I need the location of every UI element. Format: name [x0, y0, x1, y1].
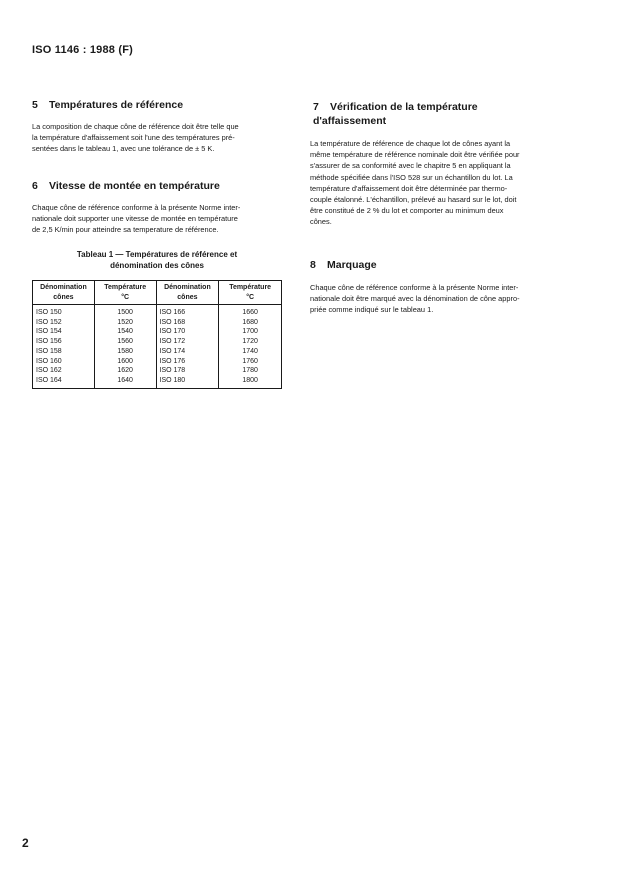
text-line: couple étalonné. L'échantillon, prélevé au hasard sur le lot, doit: [310, 195, 517, 205]
table-cell: ISO 180: [156, 376, 219, 388]
table-cell: ISO 172: [156, 337, 219, 347]
table-cell: 1520: [94, 318, 156, 328]
table-row: [33, 318, 282, 328]
table-cell: 1640: [94, 376, 156, 388]
table-cell: 1620: [94, 366, 156, 376]
text-line: même température de référence nominale doit être vérifiée pour: [310, 150, 520, 160]
reference-temperature-table: [32, 280, 282, 389]
section-number: 7: [313, 101, 319, 113]
table-cell: 1740: [219, 347, 282, 357]
text-line: de 2,5 K/min pour atteindre sa temperature de référence.: [32, 225, 219, 235]
table-cell: ISO 168: [156, 318, 219, 328]
caption-line: dénomination des cônes: [110, 261, 204, 270]
section-title: Vérification de la température: [330, 101, 478, 113]
section-7-heading: [313, 100, 598, 128]
text-line: sentées dans le tableau 1, avec une tolérance de ± 5 K.: [32, 144, 215, 154]
text-line: priée comme indiqué sur le tableau 1.: [310, 305, 434, 315]
table-cell: ISO 166: [156, 305, 219, 318]
column-header-denomination: Dénomination cônes: [33, 281, 95, 305]
table-row: [33, 347, 282, 357]
table-cell: 1700: [219, 327, 282, 337]
text-line: être constitué de 2 % du lot et comporter au minimum deux: [310, 206, 504, 216]
table-cell: 1720: [219, 337, 282, 347]
table-cell: 1780: [219, 366, 282, 376]
section-title-continued: d'affaissement: [313, 115, 387, 127]
table-header-row: [33, 281, 282, 305]
text-line: La composition de chaque cône de référence doit être telle que: [32, 122, 239, 131]
section-number: 5: [32, 99, 38, 111]
table-cell: 1540: [94, 327, 156, 337]
table-cell: 1760: [219, 357, 282, 367]
table-cell: ISO 158: [33, 347, 95, 357]
text-line: nationale doit supporter une vitesse de montée en température: [32, 214, 238, 224]
table-cell: ISO 156: [33, 337, 95, 347]
section-7-body: [310, 138, 592, 228]
document-header: ISO 1146 : 1988 (F): [32, 44, 134, 56]
section-6-heading: [32, 180, 220, 192]
table-row: [33, 327, 282, 337]
column-header-denomination: Dénomination cônes: [156, 281, 219, 305]
table-row: [33, 357, 282, 367]
table-cell: ISO 152: [33, 318, 95, 328]
section-8-heading: [310, 259, 377, 271]
text-line: la température d'affaissement soit l'une des températures pré-: [32, 133, 235, 143]
table-cell: ISO 176: [156, 357, 219, 367]
table-cell: ISO 178: [156, 366, 219, 376]
text-line: cônes.: [310, 217, 332, 227]
table-cell: 1580: [94, 347, 156, 357]
section-5-body: [32, 121, 284, 155]
section-8-body: [310, 282, 592, 316]
table-cell: 1800: [219, 376, 282, 388]
text-line: Chaque cône de référence conforme à la présente Norme inter-: [32, 203, 241, 212]
section-6-body: [32, 202, 284, 236]
table-caption: [32, 249, 282, 271]
table-cell: 1680: [219, 318, 282, 328]
table-cell: ISO 160: [33, 357, 95, 367]
column-header-temperature: Température °C: [94, 281, 156, 305]
text-line: s'assurer de sa conformité avec le chapitre 5 en appliquant la: [310, 161, 511, 171]
page-number: 2: [22, 836, 29, 850]
text-line: La température de référence de chaque lot de cônes ayant la: [310, 139, 511, 148]
text-line: nationale doit être marqué avec la dénomination de cône appro-: [310, 294, 520, 304]
table-cell: ISO 170: [156, 327, 219, 337]
table-cell: ISO 162: [33, 366, 95, 376]
section-5-heading: [32, 99, 183, 111]
caption-line: Tableau 1 — Températures de référence et: [76, 250, 238, 259]
table-row: [33, 337, 282, 347]
section-title: Marquage: [327, 259, 377, 271]
table-cell: ISO 150: [33, 305, 95, 318]
text-line: méthode spécifiée dans l'ISO 528 sur un échantillon du lot. La: [310, 172, 513, 182]
table-cell: ISO 154: [33, 327, 95, 337]
text-line: température d'affaissement doit être déterminée par thermo-: [310, 183, 508, 193]
section-title: Vitesse de montée en température: [49, 180, 220, 192]
section-number: 6: [32, 180, 38, 192]
column-header-temperature: Température °C: [219, 281, 282, 305]
section-number: 8: [310, 259, 316, 271]
table-cell: 1600: [94, 357, 156, 367]
table-cell: 1560: [94, 337, 156, 347]
table-row: [33, 305, 282, 318]
table-cell: ISO 174: [156, 347, 219, 357]
text-line: Chaque cône de référence conforme à la présente Norme inter-: [310, 283, 519, 292]
table-row: [33, 366, 282, 376]
section-title: Températures de référence: [49, 99, 184, 111]
table-cell: ISO 164: [33, 376, 95, 388]
table-cell: 1660: [219, 305, 282, 318]
table-cell: 1500: [94, 305, 156, 318]
table-row: [33, 376, 282, 388]
